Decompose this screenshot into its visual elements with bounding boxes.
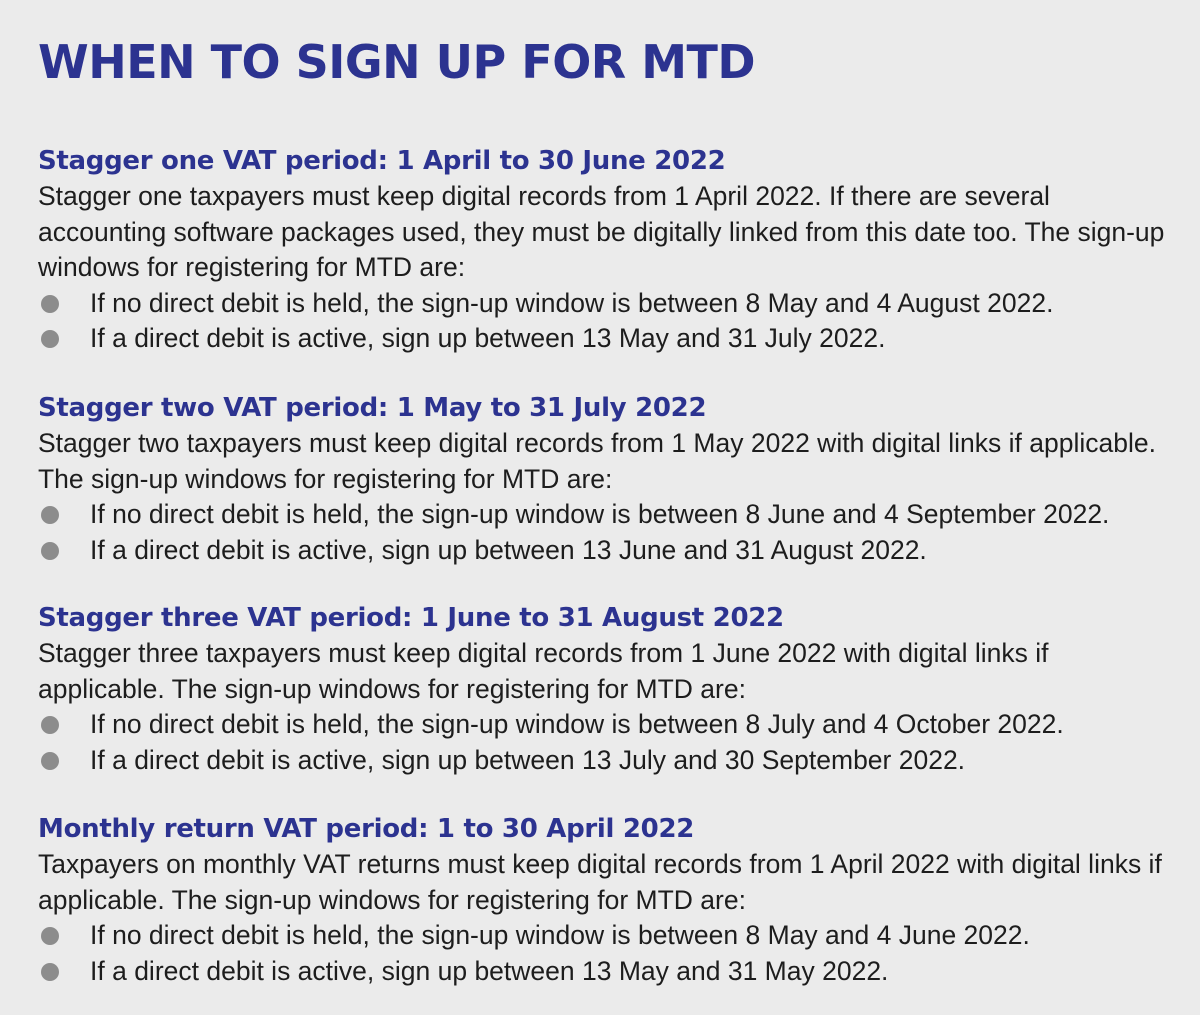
section-heading: Stagger two VAT period: 1 May to 31 July 2022	[38, 393, 707, 423]
section-heading: Stagger three VAT period: 1 June to 31 August 2022	[38, 603, 784, 633]
list-item-text: If no direct debit is held, the sign-up window is between 8 June and 4 September 2022.	[90, 499, 1110, 529]
page-title: WHEN TO SIGN UP FOR MTD	[38, 35, 756, 89]
bullet-list	[38, 918, 1178, 989]
list-item-text: If a direct debit is active, sign up between 13 May and 31 July 2022.	[90, 323, 886, 353]
section-monthly-return	[38, 811, 1178, 989]
list-item	[38, 707, 1178, 743]
list-item-text: If no direct debit is held, the sign-up window is between 8 May and 4 June 2022.	[90, 920, 1030, 950]
section-body: Taxpayers on monthly VAT returns must keep digital records from 1 April 2022 with digital links if applicable. The sign-up windows for registering for MTD are:	[38, 849, 1162, 915]
bullet-icon	[41, 295, 59, 313]
section-stagger-two	[38, 390, 1178, 568]
list-item	[38, 286, 1178, 322]
bullet-icon	[41, 963, 59, 981]
list-item-text: If no direct debit is held, the sign-up window is between 8 July and 4 October 2022.	[90, 709, 1064, 739]
section-heading: Stagger one VAT period: 1 April to 30 June 2022	[38, 146, 726, 176]
list-item	[38, 321, 1178, 357]
bullet-icon	[41, 752, 59, 770]
list-item	[38, 743, 1178, 779]
list-item-text: If no direct debit is held, the sign-up window is between 8 May and 4 August 2022.	[90, 287, 1054, 318]
list-item-text: If a direct debit is active, sign up between 13 May and 31 May 2022.	[90, 955, 889, 986]
bullet-list	[38, 286, 1178, 357]
bullet-icon	[41, 330, 59, 348]
list-item	[38, 918, 1178, 954]
section-heading: Monthly return VAT period: 1 to 30 April 2022	[38, 814, 695, 844]
bullet-list	[38, 497, 1178, 568]
section-stagger-one	[38, 143, 1178, 357]
list-item-text: If a direct debit is active, sign up between 13 June and 31 August 2022.	[90, 534, 927, 565]
section-body: Stagger three taxpayers must keep digital records from 1 June 2022 with digital links if applicable. The sign-up windows for registering for MTD are:	[38, 638, 1049, 704]
bullet-list	[38, 707, 1178, 778]
bullet-icon	[41, 927, 59, 945]
section-body: Stagger two taxpayers must keep digital records from 1 May 2022 with digital links if applicable. The sign-up windows for registering for MTD are:	[38, 428, 1156, 494]
list-item	[38, 954, 1178, 990]
bullet-icon	[41, 506, 59, 524]
list-item-text: If a direct debit is active, sign up between 13 July and 30 September 2022.	[90, 744, 966, 775]
list-item	[38, 533, 1178, 569]
list-item	[38, 497, 1178, 533]
section-body: Stagger one taxpayers must keep digital records from 1 April 2022. If there are several accounting software packages used, they must be digitally linked from this date too. The sign-up windows for registering for MTD are:	[38, 181, 1165, 282]
bullet-icon	[41, 716, 59, 734]
bullet-icon	[41, 542, 59, 560]
section-stagger-three	[38, 600, 1178, 778]
